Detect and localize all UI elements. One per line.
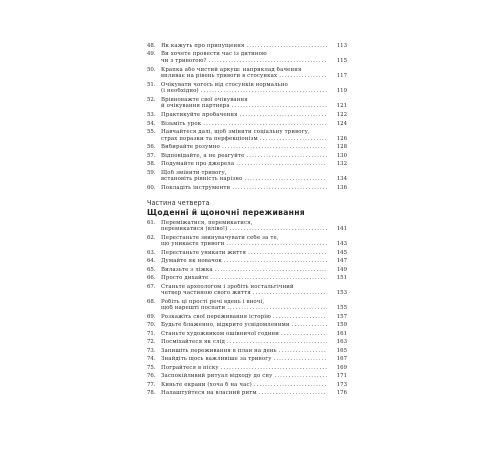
toc-entry-number: 69. — [147, 313, 156, 320]
dot-leader — [201, 88, 327, 94]
toc-entry — [147, 121, 347, 127]
part-title: Щоденні й щоночні переживання — [147, 208, 305, 217]
toc-entry-title: Крапка або чистий аркуш: наприклад бачення — [161, 66, 302, 73]
toc-entry-title: Киньте екрани (хоча б на час) — [161, 381, 252, 388]
toc-entry-title: Станьте археологом і зробіть ностальгічний — [161, 283, 294, 290]
dot-leader — [209, 58, 327, 64]
toc-entry-number: 73. — [147, 347, 156, 354]
toc-entry-number: 48. — [147, 43, 156, 49]
dot-leader — [222, 144, 327, 150]
toc-entry-title: Відповідайте, а не реагуйте — [161, 152, 245, 159]
toc-entry-number: 64. — [147, 258, 156, 265]
toc-entry-title: Пограйтеся в піску — [161, 364, 219, 371]
toc-entry-number: 56. — [147, 144, 156, 151]
toc-entry-page: 136 — [336, 185, 347, 192]
dot-leader — [248, 250, 327, 256]
dot-leader — [210, 275, 327, 281]
toc-entry-title: Щоб змінити тривогу, — [161, 169, 227, 176]
toc-entry-number: 66. — [147, 275, 156, 282]
toc-entry-page: 141 — [336, 226, 347, 233]
dot-leader — [203, 121, 327, 127]
toc-entry — [147, 322, 347, 328]
toc-entry-page: 165 — [336, 347, 347, 354]
toc-entry-title: що уникаєте тривоги — [161, 241, 225, 248]
dot-leader — [244, 176, 327, 182]
toc-entry-number: 53. — [147, 112, 156, 119]
toc-entry-page: 130 — [336, 152, 347, 159]
toc-entry — [147, 331, 347, 337]
toc-entry-title: перемикатися (вліво!) — [161, 226, 228, 233]
toc-entry-title: Подумайте про джерела — [161, 161, 235, 168]
toc-entry-page: 122 — [336, 112, 347, 119]
toc-entry-number: 75. — [147, 364, 156, 371]
toc-entry — [147, 161, 347, 167]
toc-entry-number: 67. — [147, 283, 156, 290]
toc-entry — [147, 112, 347, 118]
dot-leader — [253, 290, 327, 296]
dot-leader — [292, 322, 327, 328]
toc-entry — [147, 51, 347, 64]
toc-entry-number: 71. — [147, 330, 156, 337]
toc-entry — [147, 82, 347, 95]
toc-entry-page: 143 — [336, 241, 347, 248]
dot-leader — [274, 356, 327, 362]
toc-entry — [147, 299, 347, 312]
toc-entry-title: Візьміть урок — [161, 120, 202, 127]
toc-entry — [147, 284, 347, 297]
toc-entry-title: Ви хочете провести час із дитиною — [161, 51, 267, 58]
toc-entry-number: 72. — [147, 339, 156, 346]
dot-leader — [215, 267, 327, 273]
toc-entry-page: 151 — [336, 275, 347, 282]
toc-entry-number: 70. — [147, 322, 156, 329]
toc-entry-title: Вибирайте розумно — [161, 144, 220, 151]
dot-leader — [227, 305, 327, 311]
toc-entry-title: Навчайтеся далі, щоб змінити соціальну тривогу, — [161, 129, 310, 136]
dot-leader — [246, 153, 327, 159]
toc-entry-page: 132 — [336, 161, 347, 168]
toc-entry-page: 159 — [336, 322, 347, 329]
toc-entry-page: 117 — [336, 72, 347, 79]
toc-entry-title: (і необхідно) — [161, 88, 199, 95]
dot-leader — [247, 43, 327, 49]
part-label: Частина четверта — [147, 199, 210, 207]
toc-entry-title: страх поразки та перфекціонізм — [161, 135, 258, 142]
dot-leader — [273, 314, 327, 320]
toc-entry-title: Станьте художником ошівничої години — [161, 330, 280, 337]
toc-entry-title: четвер частиною свого життя — [161, 290, 251, 297]
toc-entry-page: 153 — [336, 290, 347, 297]
toc-entry-page: 169 — [336, 364, 347, 371]
toc-entry-title: Покладіть інструменти — [161, 185, 231, 192]
toc-entry-title: Врівноважте свої очікування — [161, 97, 248, 104]
toc-entry — [147, 129, 347, 142]
dot-leader — [240, 112, 327, 118]
toc-entry-number: 76. — [147, 373, 156, 380]
toc-entry-title: Вилазьте з ліжка — [161, 266, 213, 273]
toc-entry-title: Налаштуйтеся на власний ритм — [161, 390, 257, 397]
toc-entry-page: 124 — [336, 120, 347, 127]
toc-entry-page: 157 — [336, 313, 347, 320]
toc-entry-number: 54. — [147, 120, 156, 127]
toc-entry — [147, 390, 347, 396]
toc-entry — [147, 185, 347, 191]
toc-entry-page: 128 — [336, 144, 347, 151]
toc-entry-title: Очікувати чогось від стосунків нормально — [161, 81, 288, 88]
toc-entry-title: Перестаньте уникати життя — [161, 249, 247, 256]
toc-entry — [147, 235, 347, 248]
toc-entry — [147, 267, 347, 273]
toc-entry — [147, 275, 347, 281]
toc-entry-title: Будьте блаженно, відкрито усвідомленими — [161, 322, 290, 329]
toc-entry-page: 163 — [336, 339, 347, 346]
toc-entry-title: Посміхайтеся як слід — [161, 339, 226, 346]
dot-leader — [232, 103, 327, 109]
toc-entry-number: 55. — [147, 129, 156, 136]
toc-entry-title: встановіть рівність нарізно — [161, 176, 243, 183]
toc-entry — [147, 365, 347, 371]
toc-entry — [147, 250, 347, 256]
toc-entry-page: 161 — [336, 330, 347, 337]
toc-entry-title: Знайдіть щось важливіше за тривогу — [161, 356, 272, 363]
toc-entry-title: Перестаньте звинувачувати себе за те, — [161, 234, 279, 241]
toc-entry-title: Заспокійливий ритуал відходу до сну — [161, 373, 273, 380]
dot-leader — [232, 185, 327, 191]
toc-entry-title: впливає на рівень тривоги в стосунках — [161, 72, 278, 79]
toc-entry-page: 173 — [336, 381, 347, 388]
toc-entry-number: 74. — [147, 356, 156, 363]
toc-entry-number: 61. — [147, 220, 156, 226]
toc-entry — [147, 339, 347, 345]
dot-leader — [230, 226, 328, 232]
toc-entry — [147, 382, 347, 388]
toc-entry-number: 68. — [147, 298, 156, 305]
toc-entry-number: 65. — [147, 266, 156, 273]
dot-leader — [260, 136, 327, 142]
dot-leader — [279, 348, 327, 354]
toc-entry — [147, 67, 347, 80]
toc-entry — [147, 144, 347, 150]
dot-leader — [226, 241, 327, 247]
toc-entry — [147, 348, 347, 354]
toc-entry — [147, 356, 347, 362]
toc-entry — [147, 373, 347, 379]
toc-entry — [147, 97, 347, 110]
dot-leader — [236, 161, 327, 167]
toc-entry-title: Практикуйте пробачення — [161, 112, 238, 119]
toc-section-top — [147, 43, 347, 194]
toc-entry-number: 57. — [147, 152, 156, 159]
toc-section-bottom — [147, 220, 347, 399]
toc-entry-number: 63. — [147, 249, 156, 256]
toc-entry-title: Запишіть переживання в план на день — [161, 347, 277, 354]
toc-entry — [147, 170, 347, 183]
toc-entry-number: 62. — [147, 234, 156, 241]
toc-entry-page: 171 — [336, 373, 347, 380]
toc-entry-page: 176 — [336, 390, 347, 397]
toc-entry-number: 60. — [147, 185, 156, 192]
toc-entry-page: 149 — [336, 266, 347, 273]
toc-entry-page: 147 — [336, 258, 347, 265]
toc-entry — [147, 258, 347, 264]
toc-entry-page: 121 — [336, 103, 347, 110]
toc-entry-number: 59. — [147, 169, 156, 176]
dot-leader — [259, 390, 327, 396]
toc-entry-title: Як кажуть про припущення — [161, 43, 245, 49]
toc-entry — [147, 43, 347, 49]
dot-leader — [227, 339, 327, 345]
toc-entry-page: 119 — [336, 88, 347, 95]
toc-entry — [147, 314, 347, 320]
toc-entry-number: 51. — [147, 81, 156, 88]
dot-leader — [275, 373, 328, 379]
toc-entry — [147, 153, 347, 159]
toc-entry-title: Робіть ці прості речі вдень і вночі, — [161, 298, 265, 305]
toc-entry-number: 49. — [147, 51, 156, 58]
toc-entry-number: 50. — [147, 66, 156, 73]
toc-entry-page: 113 — [336, 43, 347, 49]
toc-entry-page: 126 — [336, 135, 347, 142]
toc-entry-title: чи з тривогою? — [161, 57, 207, 64]
toc-entry-title: щоб нарешті поспати — [161, 305, 226, 312]
toc-entry-title: Просто дихайте — [161, 275, 209, 282]
toc-entry-title: Розкажіть свої переживання історію — [161, 313, 271, 320]
toc-entry-number: 58. — [147, 161, 156, 168]
toc-entry-number: 52. — [147, 97, 156, 104]
dot-leader — [221, 365, 327, 371]
toc-entry-number: 78. — [147, 390, 156, 397]
dot-leader — [279, 73, 327, 79]
toc-entry-page: 167 — [336, 356, 347, 363]
toc-entry — [147, 220, 347, 233]
toc-entry-title: й очікування партнера — [161, 103, 230, 110]
toc-entry-page: 115 — [336, 57, 347, 64]
toc-entry-page: 155 — [336, 305, 347, 312]
toc-entry-page: 134 — [336, 176, 347, 183]
dot-leader — [224, 258, 327, 264]
toc-entry-number: 77. — [147, 381, 156, 388]
toc-entry-title: Думайте як новачок — [161, 258, 222, 265]
toc-entry-title: Переміжатися, перемикатися, — [161, 220, 253, 226]
dot-leader — [281, 331, 327, 337]
dot-leader — [254, 382, 327, 388]
toc-entry-page: 145 — [336, 249, 347, 256]
